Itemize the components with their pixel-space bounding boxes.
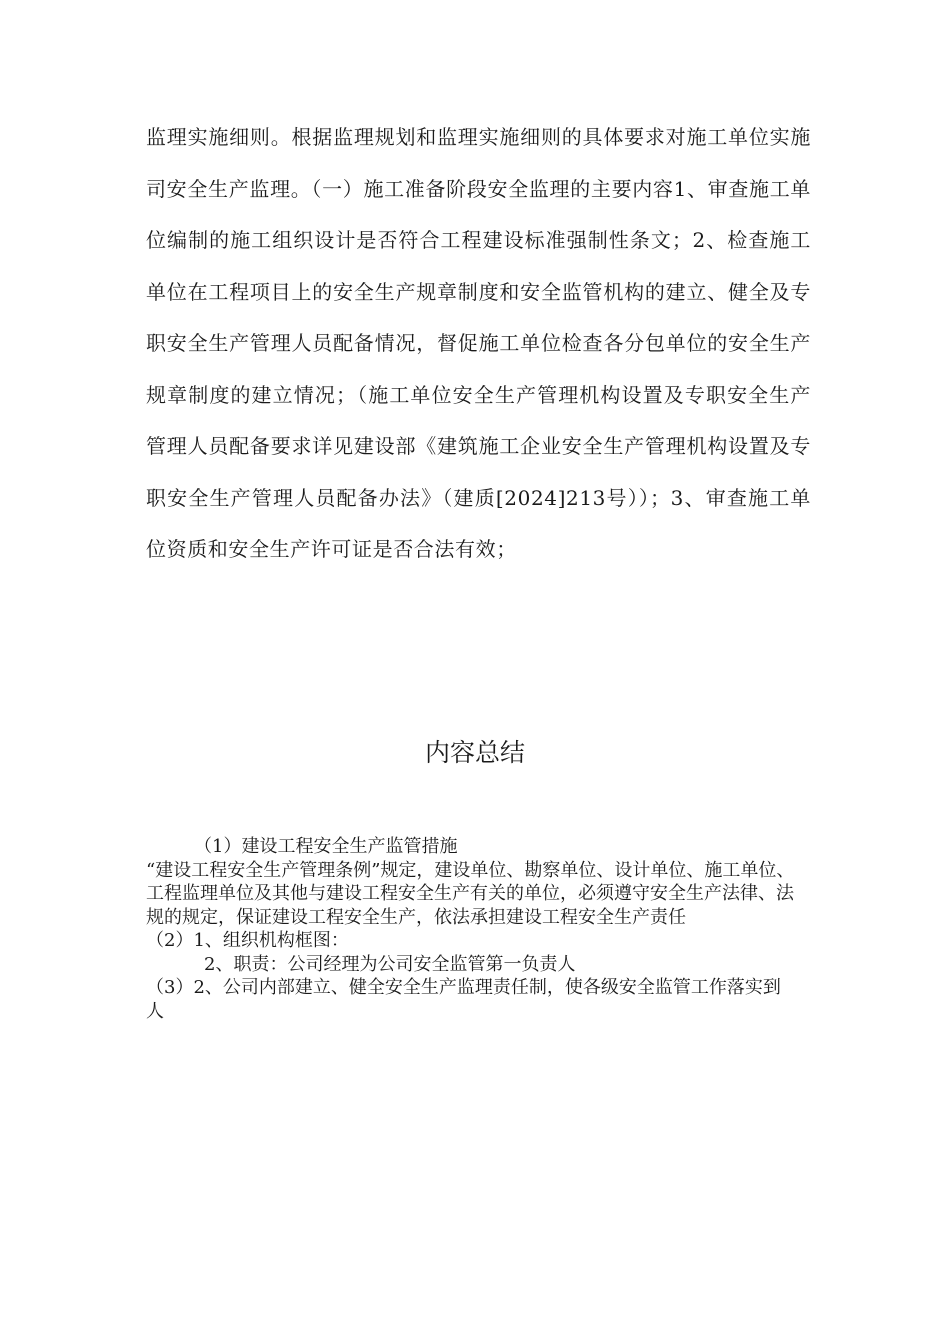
summary-line-2: “建设工程安全生产管理条例”规定，建设单位、勘察单位、设计单位、施工单位、工程监理单位及其他与建设工程安全生产有关的单位，必须遵守安全生产法律、法规的规定，保证建设工程安全生产，依法承担建设工程安全生产责任 (146, 859, 795, 928)
summary-line-3: （2）1、组织机构框图： (146, 930, 349, 951)
summary-title: 内容总结 (424, 738, 525, 767)
summary-block (146, 835, 796, 1023)
summary-line-1: （1）建设工程安全生产监管措施 (194, 836, 458, 857)
summary-line-5: （3）2、公司内部建立、健全安全生产监理责任制，使各级安全监管工作落实到人 (146, 977, 781, 1022)
summary-line-4: 2、职责：公司经理为公司安全监管第一负责人 (204, 953, 576, 975)
body-paragraph: 监理实施细则。根据监理规划和监理实施细则的具体要求对施工单位实施司安全生产监理。（一）施工准备阶段安全监理的主要内容1、审查施工单位编制的施工组织设计是否符合工程建设标准强制性条文；2、检查施工单位在工程项目上的安全生产规章制度和安全监管机构的建立、健全及专职安全生产管理人员配备情况，督促施工单位检查各分包单位的安全生产规章制度的建立情况；（施工单位安全生产管理机构设置及专职安全生产管理人员配备要求详见建设部《建筑施工企业安全生产管理机构设置及专职安全生产管理人员配备办法》（建质[2024]213号））；3、审查施工单位资质和安全生产许可证是否合法有效； (146, 125, 811, 561)
